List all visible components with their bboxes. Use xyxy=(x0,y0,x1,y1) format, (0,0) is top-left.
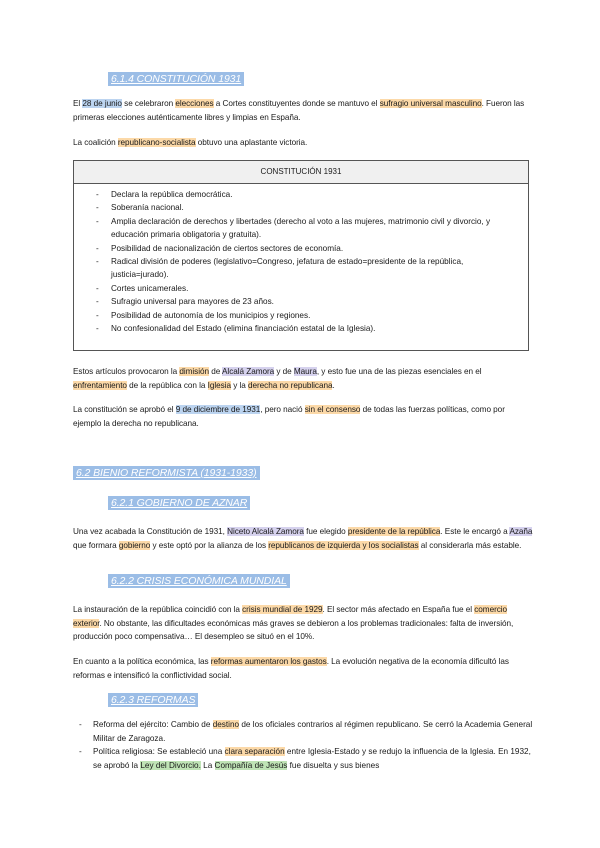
heading-6-1-4: 6.1.4 CONSTITUCIÓN 1931 xyxy=(108,72,244,86)
list-item: - Declara la república democrática. xyxy=(74,188,528,201)
list-item: - Posibilidad de autonomía de los municipios y regiones. xyxy=(74,309,528,322)
paragraph-articulos: Estos artículos provocaron la dimisión de Alcalá Zamora y de Maura, y esto fue una de las piezas esenciales en el enfrentamiento de la república con la Iglesia y la derecha no republicana. xyxy=(73,367,482,390)
list-item: - Radical división de poderes (legislativo=Congreso, jefatura de estado=presidente de la república, justicia=jurado). xyxy=(74,255,528,282)
heading-6-2-1: 6.2.1 GOBIERNO DE AZNAR xyxy=(108,496,250,510)
heading-6-2-3: 6.2.3 REFORMAS xyxy=(108,693,198,707)
list-item: - Sufragio universal para mayores de 23 años. xyxy=(74,295,528,308)
list-item: - No confesionalidad del Estado (elimina financiación estatal de la Iglesia). xyxy=(74,322,528,335)
paragraph-elecciones: El 28 de junio se celebraron elecciones a Cortes constituyentes donde se mantuvo el sufragio universal masculino. Fueron las primeras elecciones auténticamente libres y limpias en España. xyxy=(73,99,525,122)
paragraph-coalicion: La coalición republicano-socialista obtuvo una aplastante victoria. xyxy=(73,138,308,147)
list-item: - Cortes unicamerales. xyxy=(74,282,528,295)
heading-6-2-2: 6.2.2 CRISIS ECONÓMICA MUNDIAL xyxy=(108,574,290,588)
paragraph-crisis: La instauración de la república coincidió con la crisis mundial de 1929. El sector más afectado en España fue el comercio exterior. No obstante, las dificultades económicas más graves se debieron a los problemas tradicionales: falta de inversión, producción poco compensativa… El desempleo se situó en el 10%. xyxy=(73,605,514,641)
paragraph-gobierno: Una vez acabada la Constitución de 1931, Niceto Alcalá Zamora fue elegido presidente de la república. Este le encargó a Azaña que formara gobierno y este optó por la alianza de los republicanos de izquierda y los socialistas al considerarla más estable. xyxy=(73,527,533,550)
list-item: - Posibilidad de nacionalización de ciertos sectores de economía. xyxy=(74,242,528,255)
constitucion-list xyxy=(74,188,528,335)
paragraph-aprobacion: La constitución se aprobó el 9 de diciembre de 1931, pero nació sin el consenso de todas las fuerzas políticas, como por ejemplo la derecha no republicana. xyxy=(73,405,505,428)
heading-6-2: 6.2 BIENIO REFORMISTA (1931-1933) xyxy=(73,466,260,480)
list-item: - Soberanía nacional. xyxy=(74,201,528,214)
constitucion-box xyxy=(73,160,529,351)
list-item: - Amplia declaración de derechos y libertades (derecho al voto a las mujeres, matrimonio civil y divorcio, y educación primaria obligatoria y gratuita). xyxy=(74,215,528,242)
reformas-list xyxy=(73,718,533,772)
list-item-reforma-ejercito: - Reforma del ejército: Cambio de destino de los oficiales contrarios al régimen republicano. Se cerró la Academia General Militar de Zaragoza. xyxy=(73,718,533,745)
box-title: CONSTITUCIÓN 1931 xyxy=(74,161,528,184)
list-item-politica-religiosa: - Política religiosa: Se estableció una clara separación entre Iglesia-Estado y se redujo la influencia de la Iglesia. En 1932, se aprobó la Ley del Divorcio. La Compañía de Jesús fue disuelta y sus bienes xyxy=(73,745,533,772)
paragraph-politica-economica: En cuanto a la política económica, las reformas aumentaron los gastos. La evolución negativa de la economía dificultó las reformas e intensificó la conflictividad social. xyxy=(73,657,509,680)
